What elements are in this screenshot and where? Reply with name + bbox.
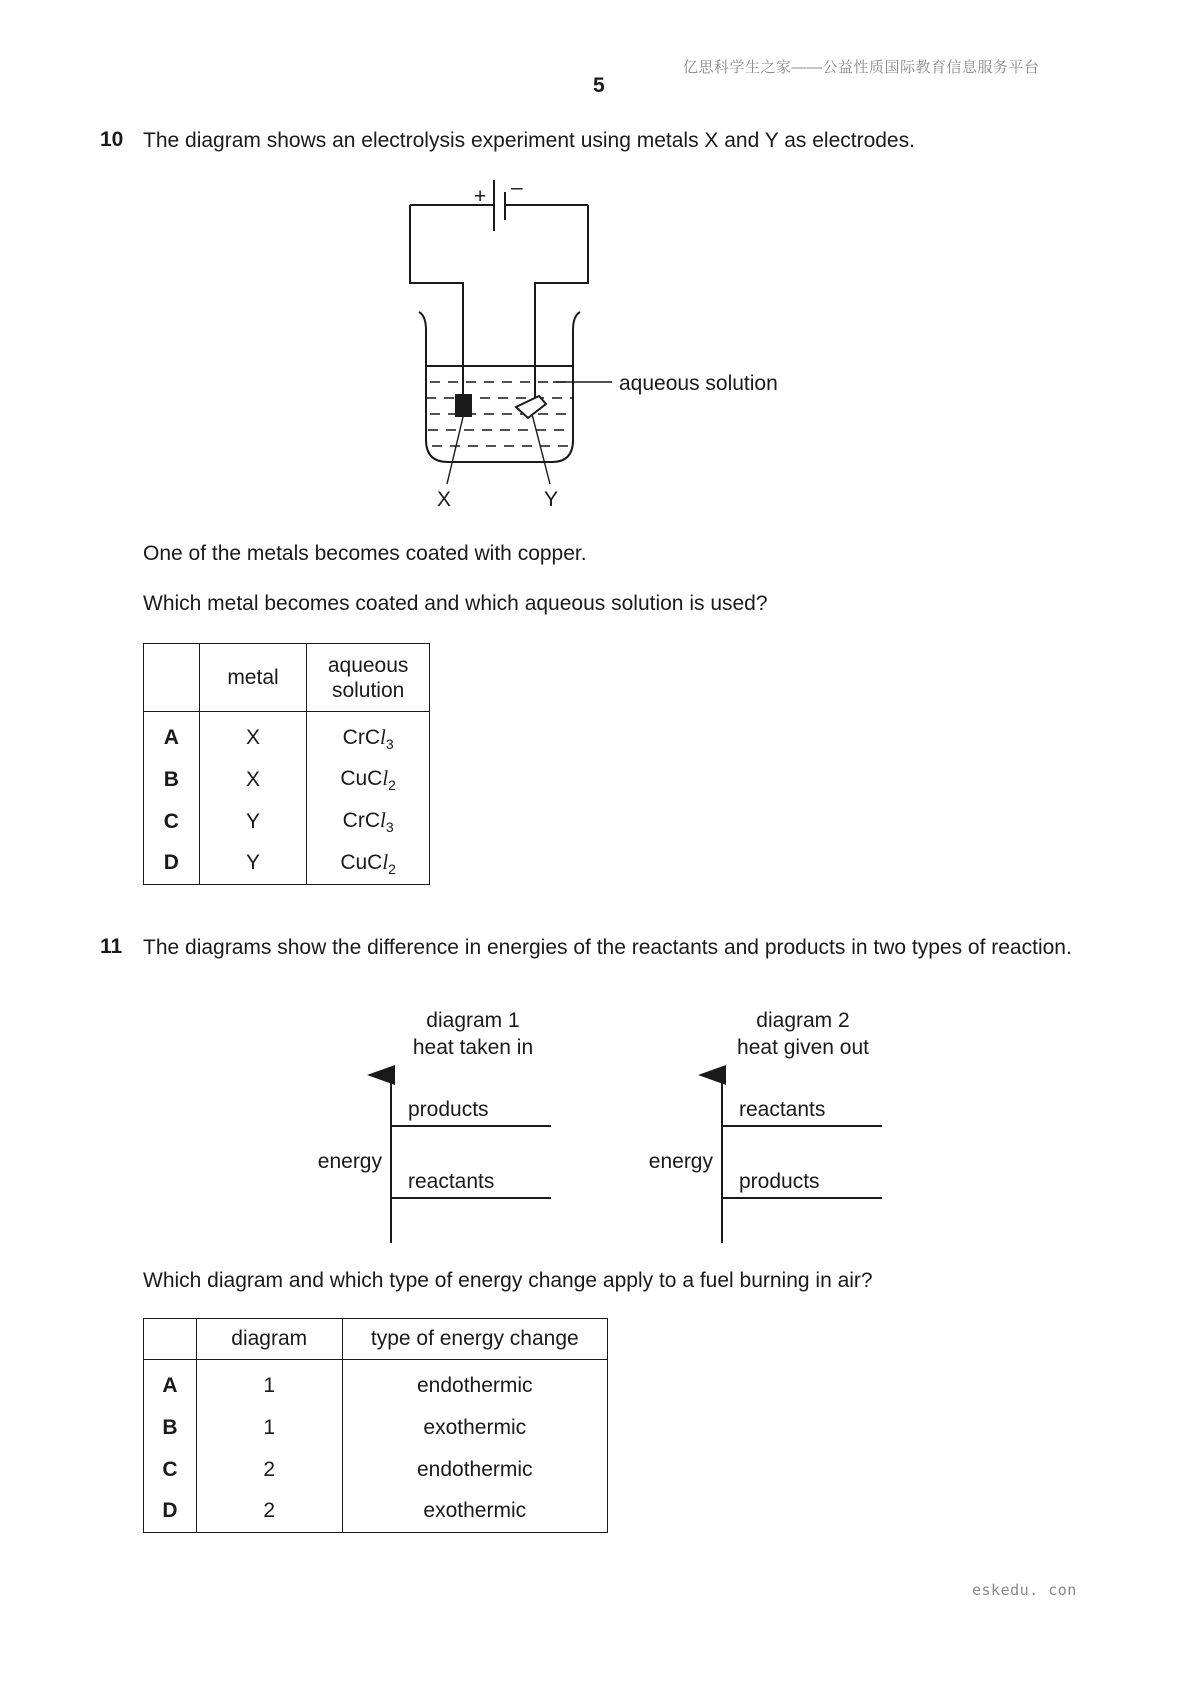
- option-letter: D: [144, 1491, 197, 1533]
- q10-options-table: [143, 643, 430, 885]
- diagram-1-products-label: products: [408, 1098, 489, 1121]
- diagram-1-subtitle: heat taken in: [412, 1036, 534, 1059]
- table-row: [144, 801, 430, 843]
- electrode-y-label: Y: [544, 488, 559, 511]
- option-letter: A: [144, 1360, 197, 1407]
- table-row: [144, 1360, 608, 1407]
- q10-text: The diagram shows an electrolysis experiment using metals X and Y as electrodes.: [143, 129, 915, 152]
- diagram-cell: 1: [196, 1360, 342, 1407]
- q11-question: Which diagram and which type of energy change apply to a fuel burning in air?: [143, 1269, 873, 1292]
- header-metal: metal: [199, 644, 307, 712]
- electrolysis-diagram: [380, 170, 800, 515]
- q11-number: 11: [100, 935, 123, 958]
- option-letter: B: [144, 759, 200, 801]
- diagram-cell: 2: [196, 1491, 342, 1533]
- metal-cell: X: [199, 712, 307, 759]
- q11-options-table: [143, 1318, 608, 1533]
- header-aqueous-solution: aqueous solution: [307, 644, 430, 712]
- table-row: [144, 1449, 608, 1491]
- option-letter: A: [144, 712, 200, 759]
- battery-icon: [410, 180, 588, 231]
- q10-line1: One of the metals becomes coated with copper.: [143, 542, 587, 565]
- table-row: [144, 843, 430, 885]
- q11-text: The diagrams show the difference in energies of the reactants and products in two types of reaction.: [143, 936, 1072, 959]
- energy-change-cell: endothermic: [342, 1360, 607, 1407]
- electrode-x-label: X: [437, 488, 452, 511]
- aqueous-solution-liquid: [426, 366, 572, 446]
- table-header-row: [144, 644, 430, 712]
- battery-plus-sign: +: [474, 185, 487, 208]
- diagram-2-energy-label: energy: [648, 1150, 713, 1173]
- circuit-wires: [410, 205, 588, 398]
- beaker-outline: [419, 312, 580, 462]
- energy-change-cell: exothermic: [342, 1491, 607, 1533]
- energy-level-diagrams: [300, 1000, 900, 1250]
- page-number: 5: [593, 74, 605, 97]
- metal-cell: Y: [199, 801, 307, 843]
- diagram-cell: 2: [196, 1449, 342, 1491]
- diagram-2-subtitle: heat given out: [737, 1036, 869, 1059]
- electrode-y: [516, 396, 546, 418]
- option-letter: B: [144, 1407, 197, 1449]
- header-watermark: 亿思科学生之家——公益性质国际教育信息服务平台: [683, 59, 1040, 76]
- diagram-cell: 1: [196, 1407, 342, 1449]
- header-type-of-energy-change: type of energy change: [342, 1319, 607, 1360]
- option-letter: C: [144, 1449, 197, 1491]
- diagram-2-title: diagram 2: [756, 1009, 850, 1032]
- table-row: [144, 712, 430, 759]
- energy-change-cell: endothermic: [342, 1449, 607, 1491]
- footer-watermark: eskedu. con: [972, 1581, 1077, 1599]
- electrode-x: [455, 394, 472, 417]
- diagram-1-energy-label: energy: [317, 1150, 382, 1173]
- option-letter: C: [144, 801, 200, 843]
- q10-number: 10: [100, 128, 124, 151]
- option-letter: D: [144, 843, 200, 885]
- table-header-row: [144, 1319, 608, 1360]
- solution-label: aqueous solution: [619, 372, 778, 395]
- energy-change-cell: exothermic: [342, 1407, 607, 1449]
- table-row: [144, 1491, 608, 1533]
- diagram-1: [318, 1009, 551, 1243]
- table-row: [144, 759, 430, 801]
- q10-line2: Which metal becomes coated and which aqueous solution is used?: [143, 592, 768, 615]
- solution-cell: CrCl$_3$: [307, 712, 430, 759]
- solution-cell: CuCl$_2$: [307, 843, 430, 885]
- solution-cell: CrCl$_3$: [307, 801, 430, 843]
- diagram-1-title: diagram 1: [426, 1009, 520, 1032]
- battery-minus-sign: –: [511, 176, 523, 199]
- diagram-2: [649, 1009, 882, 1243]
- header-diagram: diagram: [196, 1319, 342, 1360]
- solution-cell: CuCl$_2$: [307, 759, 430, 801]
- metal-cell: X: [199, 759, 307, 801]
- diagram-1-reactants-label: reactants: [408, 1170, 495, 1193]
- diagram-2-products-label: products: [739, 1170, 820, 1193]
- metal-cell: Y: [199, 843, 307, 885]
- table-row: [144, 1407, 608, 1449]
- diagram-2-reactants-label: reactants: [739, 1098, 826, 1121]
